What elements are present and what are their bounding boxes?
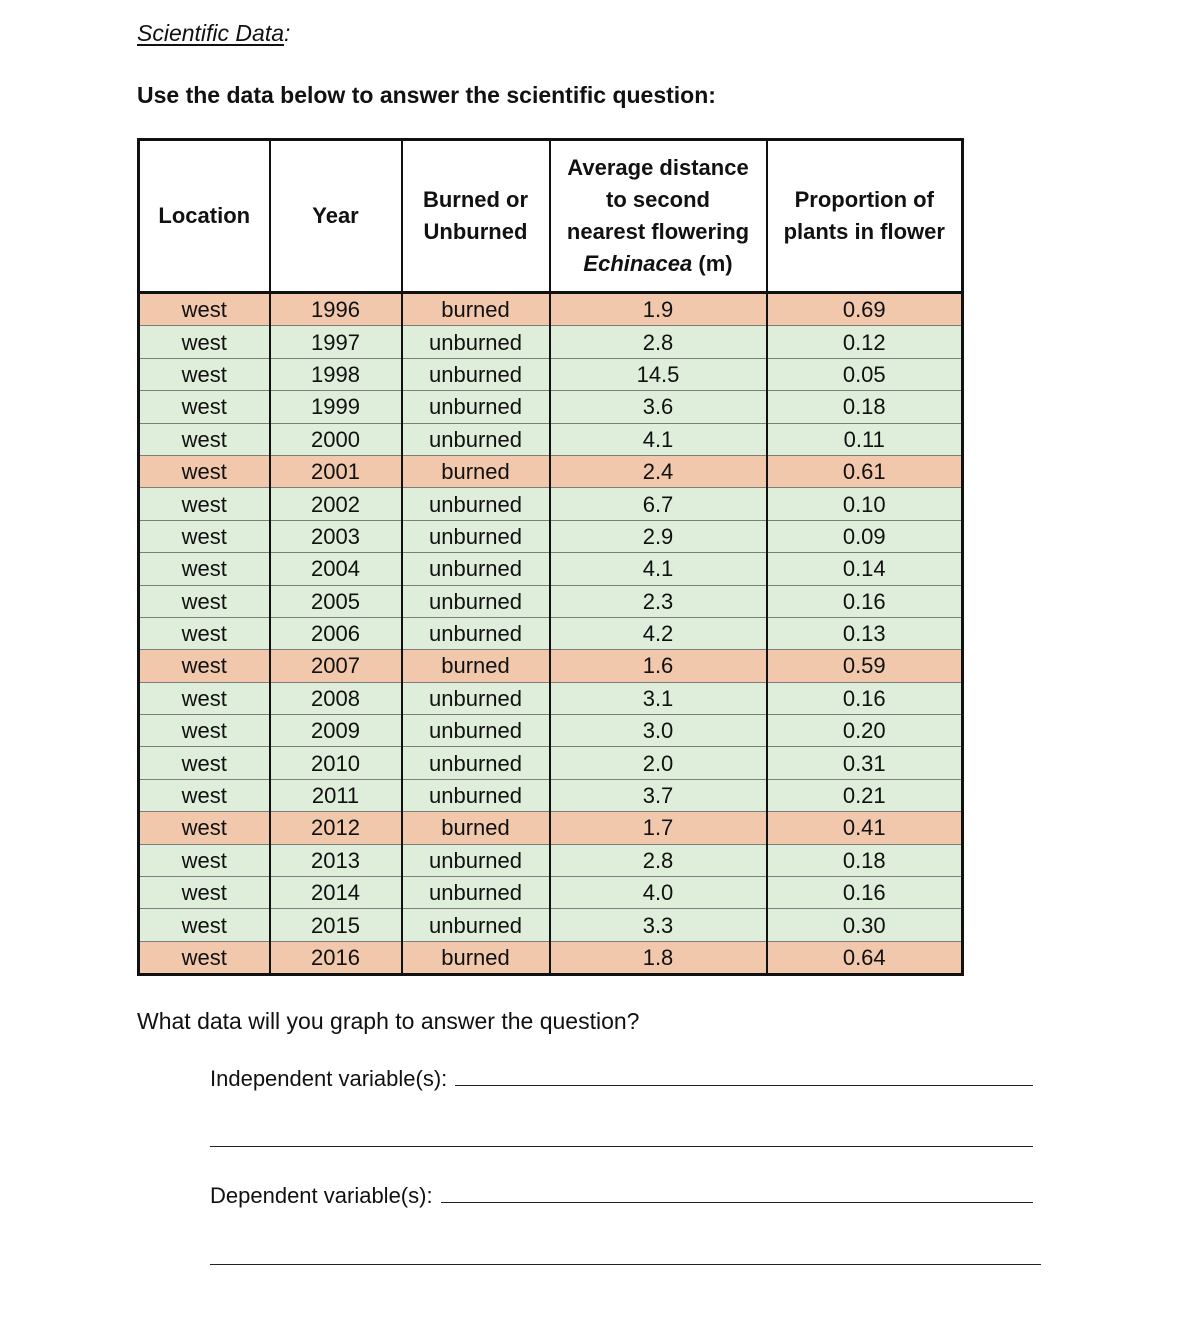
- cell-proportion: 0.10: [767, 488, 963, 520]
- cell-year: 2004: [270, 553, 402, 585]
- cell-status: unburned: [402, 423, 550, 455]
- cell-year: 2003: [270, 520, 402, 552]
- independent-variable-blank-2[interactable]: [210, 1146, 1033, 1147]
- cell-year: 2011: [270, 779, 402, 811]
- cell-status: unburned: [402, 844, 550, 876]
- cell-year: 1996: [270, 293, 402, 326]
- cell-location: west: [139, 650, 270, 682]
- cell-distance: 4.1: [550, 423, 767, 455]
- cell-location: west: [139, 553, 270, 585]
- cell-proportion: 0.61: [767, 455, 963, 487]
- cell-proportion: 0.16: [767, 877, 963, 909]
- cell-location: west: [139, 455, 270, 487]
- cell-distance: 1.8: [550, 941, 767, 974]
- cell-location: west: [139, 488, 270, 520]
- data-table: [137, 138, 964, 976]
- table-row: [139, 715, 963, 747]
- column-header-burned-line2: Unburned: [423, 219, 528, 244]
- cell-distance: 3.1: [550, 682, 767, 714]
- cell-proportion: 0.30: [767, 909, 963, 941]
- cell-status: unburned: [402, 909, 550, 941]
- cell-location: west: [139, 812, 270, 844]
- cell-status: unburned: [402, 779, 550, 811]
- cell-location: west: [139, 358, 270, 390]
- cell-year: 2009: [270, 715, 402, 747]
- cell-status: unburned: [402, 747, 550, 779]
- cell-year: 2007: [270, 650, 402, 682]
- cell-proportion: 0.69: [767, 293, 963, 326]
- column-header-distance-line3: nearest flowering: [566, 219, 750, 244]
- dependent-variable-blank-2[interactable]: [210, 1264, 1041, 1265]
- column-header-distance-unit: (m): [692, 251, 733, 276]
- cell-distance: 6.7: [550, 488, 767, 520]
- section-title-colon: :: [284, 20, 291, 46]
- cell-distance: 3.3: [550, 909, 767, 941]
- table-row: [139, 812, 963, 844]
- cell-status: unburned: [402, 358, 550, 390]
- cell-year: 2012: [270, 812, 402, 844]
- cell-proportion: 0.31: [767, 747, 963, 779]
- table-row: [139, 941, 963, 974]
- cell-year: 2001: [270, 455, 402, 487]
- cell-location: west: [139, 844, 270, 876]
- table-row: [139, 488, 963, 520]
- cell-status: unburned: [402, 682, 550, 714]
- cell-location: west: [139, 391, 270, 423]
- table-row: [139, 326, 963, 358]
- cell-year: 2005: [270, 585, 402, 617]
- column-header-proportion-line2: plants in flower: [783, 219, 945, 244]
- cell-distance: 1.9: [550, 293, 767, 326]
- cell-distance: 2.3: [550, 585, 767, 617]
- table-row: [139, 682, 963, 714]
- column-header-proportion-line1: Proportion of: [794, 187, 934, 212]
- cell-distance: 4.1: [550, 553, 767, 585]
- question-prompt: What data will you graph to answer the question?: [137, 1008, 640, 1034]
- cell-location: west: [139, 941, 270, 974]
- cell-distance: 4.2: [550, 617, 767, 649]
- cell-status: unburned: [402, 326, 550, 358]
- cell-status: unburned: [402, 391, 550, 423]
- cell-distance: 14.5: [550, 358, 767, 390]
- cell-year: 2014: [270, 877, 402, 909]
- table-row: [139, 877, 963, 909]
- table-row: [139, 650, 963, 682]
- column-header-distance: [550, 140, 767, 293]
- cell-distance: 2.0: [550, 747, 767, 779]
- column-header-location: [139, 140, 270, 293]
- cell-distance: 3.0: [550, 715, 767, 747]
- cell-proportion: 0.09: [767, 520, 963, 552]
- cell-distance: 2.4: [550, 455, 767, 487]
- cell-location: west: [139, 326, 270, 358]
- dependent-variable-blank[interactable]: [441, 1201, 1033, 1203]
- cell-proportion: 0.18: [767, 844, 963, 876]
- table-row: [139, 358, 963, 390]
- column-header-distance-species: Echinacea: [583, 251, 693, 276]
- cell-status: burned: [402, 812, 550, 844]
- table-row: [139, 844, 963, 876]
- cell-location: west: [139, 877, 270, 909]
- cell-year: 1997: [270, 326, 402, 358]
- cell-distance: 3.6: [550, 391, 767, 423]
- cell-year: 2000: [270, 423, 402, 455]
- instruction-text: Use the data below to answer the scientific question:: [137, 82, 716, 108]
- cell-proportion: 0.16: [767, 585, 963, 617]
- cell-year: 2010: [270, 747, 402, 779]
- cell-location: west: [139, 909, 270, 941]
- cell-status: unburned: [402, 617, 550, 649]
- table-row: [139, 520, 963, 552]
- cell-status: unburned: [402, 553, 550, 585]
- independent-variable-blank[interactable]: [455, 1084, 1033, 1086]
- cell-status: burned: [402, 941, 550, 974]
- cell-status: unburned: [402, 715, 550, 747]
- cell-year: 2002: [270, 488, 402, 520]
- column-header-year-text: Year: [312, 203, 359, 228]
- cell-status: burned: [402, 455, 550, 487]
- cell-proportion: 0.59: [767, 650, 963, 682]
- cell-location: west: [139, 585, 270, 617]
- cell-year: 2008: [270, 682, 402, 714]
- table-row: [139, 585, 963, 617]
- cell-year: 1998: [270, 358, 402, 390]
- cell-location: west: [139, 293, 270, 326]
- table-row: [139, 553, 963, 585]
- column-header-burned-line1: Burned or: [422, 187, 529, 212]
- section-title: [137, 20, 290, 47]
- cell-distance: 3.7: [550, 779, 767, 811]
- cell-location: west: [139, 715, 270, 747]
- cell-location: west: [139, 520, 270, 552]
- dependent-variable-label: Dependent variable(s):: [210, 1183, 433, 1208]
- header-row: [139, 140, 963, 293]
- dependent-variable-row: [210, 1183, 1033, 1209]
- table-row: [139, 423, 963, 455]
- cell-proportion: 0.41: [767, 812, 963, 844]
- cell-distance: 1.7: [550, 812, 767, 844]
- cell-status: burned: [402, 293, 550, 326]
- table-row: [139, 293, 963, 326]
- cell-distance: 4.0: [550, 877, 767, 909]
- cell-location: west: [139, 779, 270, 811]
- table-body: [139, 293, 963, 975]
- cell-proportion: 0.18: [767, 391, 963, 423]
- cell-year: 1999: [270, 391, 402, 423]
- column-header-distance-line1: Average distance: [567, 155, 749, 180]
- table-row: [139, 391, 963, 423]
- table-row: [139, 747, 963, 779]
- cell-proportion: 0.21: [767, 779, 963, 811]
- table-row: [139, 455, 963, 487]
- cell-proportion: 0.05: [767, 358, 963, 390]
- column-header-proportion: [767, 140, 963, 293]
- independent-variable-row: [210, 1066, 1033, 1092]
- section-title-text: Scientific Data: [137, 20, 285, 46]
- table-row: [139, 909, 963, 941]
- cell-status: unburned: [402, 877, 550, 909]
- independent-variable-label: Independent variable(s):: [210, 1066, 448, 1091]
- cell-distance: 2.8: [550, 844, 767, 876]
- cell-status: unburned: [402, 520, 550, 552]
- cell-location: west: [139, 617, 270, 649]
- cell-year: 2015: [270, 909, 402, 941]
- cell-year: 2006: [270, 617, 402, 649]
- cell-distance: 2.9: [550, 520, 767, 552]
- cell-status: unburned: [402, 585, 550, 617]
- cell-status: burned: [402, 650, 550, 682]
- column-header-distance-line2: to second: [606, 187, 710, 212]
- cell-proportion: 0.16: [767, 682, 963, 714]
- table-row: [139, 779, 963, 811]
- cell-location: west: [139, 747, 270, 779]
- cell-proportion: 0.12: [767, 326, 963, 358]
- cell-proportion: 0.14: [767, 553, 963, 585]
- column-header-year: [270, 140, 402, 293]
- column-header-location-text: Location: [158, 203, 251, 228]
- cell-distance: 2.8: [550, 326, 767, 358]
- cell-proportion: 0.11: [767, 423, 963, 455]
- cell-proportion: 0.64: [767, 941, 963, 974]
- cell-status: unburned: [402, 488, 550, 520]
- cell-year: 2013: [270, 844, 402, 876]
- cell-location: west: [139, 682, 270, 714]
- cell-distance: 1.6: [550, 650, 767, 682]
- cell-location: west: [139, 423, 270, 455]
- cell-proportion: 0.20: [767, 715, 963, 747]
- cell-year: 2016: [270, 941, 402, 974]
- table-row: [139, 617, 963, 649]
- cell-proportion: 0.13: [767, 617, 963, 649]
- column-header-burned: [402, 140, 550, 293]
